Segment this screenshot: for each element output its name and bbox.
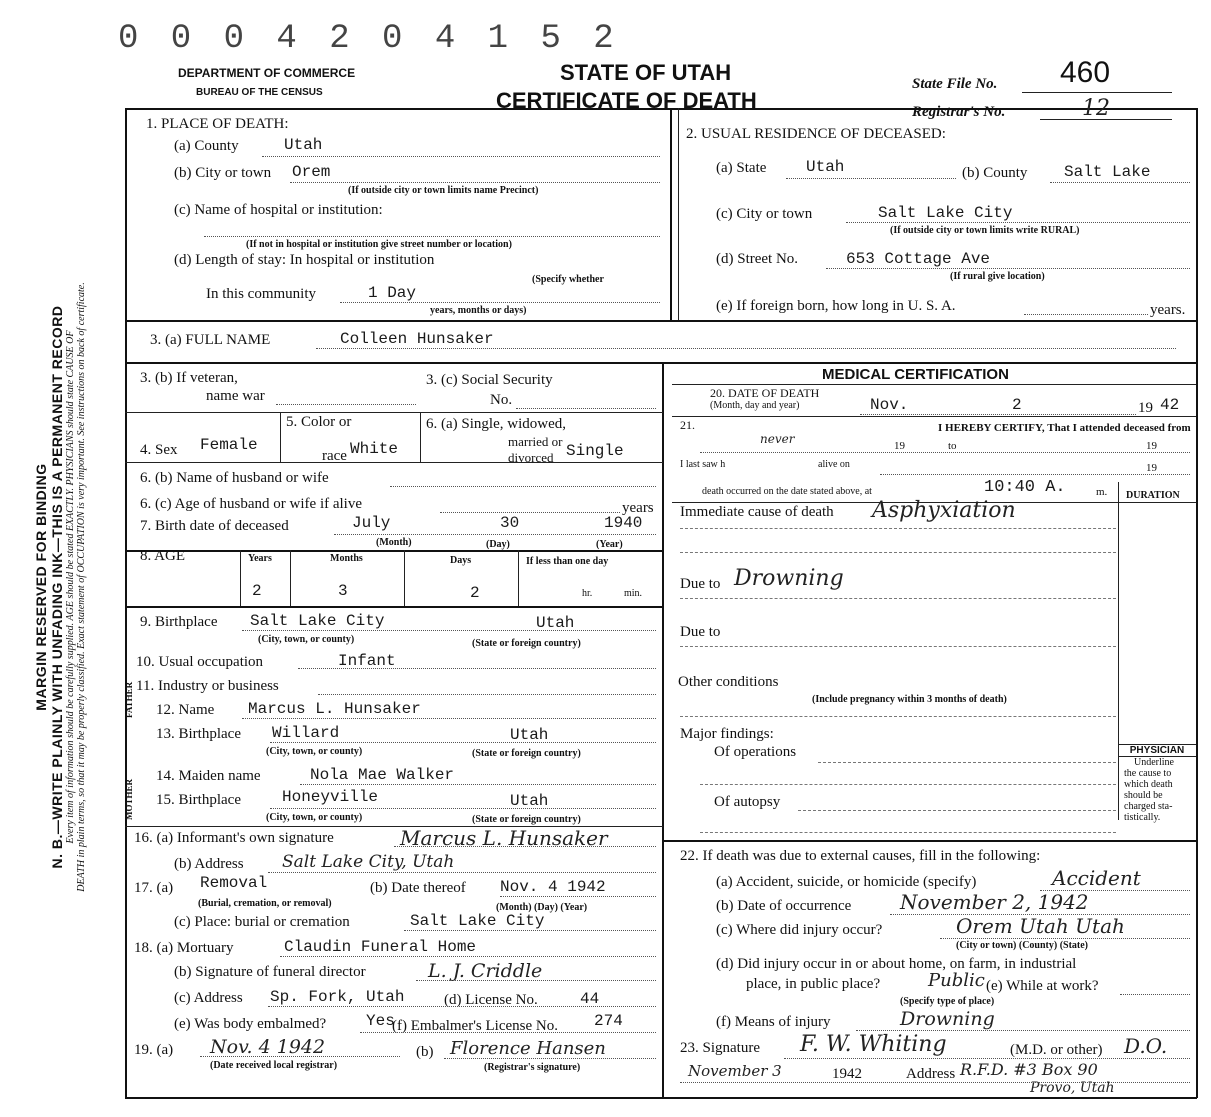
- age-days-value: 2: [470, 584, 480, 602]
- margin-binding: MARGIN RESERVED FOR BINDING: [33, 463, 49, 711]
- public-value: Public: [928, 970, 985, 991]
- form-bottom-border: [125, 1097, 1197, 1099]
- informant-sig-line: [394, 846, 656, 847]
- certify-19a: 19: [894, 440, 905, 452]
- accident-label: (a) Accident, suicide, or homicide (specify): [716, 874, 977, 890]
- father-birth-state-caption: (State or foreign country): [472, 748, 581, 759]
- father-birth-state: Utah: [510, 726, 549, 744]
- mother-name-line: [300, 784, 656, 785]
- operations-line-2: [700, 784, 1116, 785]
- place-city-value: Orem: [292, 163, 331, 181]
- father-name-line: [242, 718, 656, 719]
- sex-divider: [280, 412, 281, 462]
- place-community-label: In this community: [206, 286, 316, 302]
- physician-box-text: [1118, 757, 1196, 823]
- residence-city-value: Salt Lake City: [878, 204, 1013, 222]
- alive-on-text: alive on: [818, 459, 850, 470]
- dod-caption: (Month, day and year): [710, 400, 800, 411]
- place-hospital-line: [204, 236, 660, 237]
- industry-line: [318, 694, 656, 695]
- place-city-note: (If outside city or town limits name Precinct): [348, 185, 539, 196]
- place-county-label: (a) County: [174, 138, 239, 154]
- residence-street-line: [826, 268, 1190, 269]
- residence-county-line: [1050, 182, 1190, 183]
- time-m: m.: [1096, 486, 1108, 498]
- sig-date-line: [680, 1082, 1190, 1083]
- autopsy-line-2: [700, 832, 1116, 833]
- place-hospital-note: (If not in hospital or institution give street number or location): [246, 239, 512, 250]
- birthplace-state-caption: (State or foreign country): [472, 638, 581, 649]
- marital-label-3: divorced: [508, 450, 554, 465]
- mortuary-label: 18. (a) Mortuary: [134, 940, 234, 956]
- where-line: [940, 938, 1190, 939]
- sig-address-label: Address: [906, 1066, 956, 1082]
- birth-year: 1940: [604, 514, 643, 532]
- name-row-top: [125, 320, 1197, 322]
- spouse-age-suffix: years: [622, 500, 654, 516]
- place-city-label: (b) City or town: [174, 165, 272, 181]
- year-caption: (Year): [596, 539, 623, 550]
- age-days-caption: Days: [450, 555, 472, 566]
- atwork-line: [1120, 994, 1190, 995]
- sig-address-value: R.F.D. #3 Box 90: [960, 1060, 1098, 1079]
- residence-title: 2. USUAL RESIDENCE OF DECEASED:: [686, 126, 946, 142]
- marital-label-2: married or: [508, 434, 563, 449]
- immediate-label: Immediate cause of death: [680, 504, 834, 520]
- embalmed-line: [360, 1032, 656, 1033]
- autopsy-label: Of autopsy: [714, 794, 781, 810]
- license-label: (d) License No.: [444, 992, 538, 1008]
- veteran-line: [276, 404, 416, 405]
- signature-line: [784, 1058, 1190, 1059]
- place-county-value: Utah: [284, 136, 323, 154]
- veteran-label-2: name war: [206, 388, 265, 404]
- mortuary-address-value: Sp. Fork, Utah: [270, 988, 405, 1006]
- physician-box-line: tistically.: [1124, 812, 1161, 823]
- embalmed-value: Yes: [366, 1012, 395, 1030]
- occupation-label: 10. Usual occupation: [136, 654, 264, 670]
- birthplace-label: 9. Birthplace: [140, 614, 218, 630]
- physician-box-line: Underline: [1134, 757, 1174, 768]
- margin-instructions-2: DEATH in plain terms, so that it may be properly classified. Exact statement of OCCUPATION is very important. See instructions on back of certificate.: [76, 282, 87, 892]
- residence-street-value: 653 Cottage Ave: [846, 250, 991, 268]
- physician-box-line: the cause to: [1124, 768, 1172, 779]
- filed-caption: (Date received local registrar): [210, 1060, 338, 1071]
- occurrence-value: November 2, 1942: [900, 890, 1089, 914]
- row-sex-bottom: [125, 462, 663, 463]
- other-caption: (Include pregnancy within 3 months of death): [812, 694, 1007, 705]
- mortuary-line: [280, 956, 656, 957]
- place-city-line: [290, 182, 660, 183]
- director-line: [416, 980, 656, 981]
- race-divider: [420, 412, 421, 462]
- mother-side-label: MOTHER: [124, 778, 134, 820]
- father-birth-city-caption: (City, town, or county): [266, 746, 363, 757]
- informant-address-value: Salt Lake City, Utah: [282, 852, 455, 872]
- director-label: (b) Signature of funeral director: [174, 964, 366, 980]
- operations-label: Of operations: [714, 744, 797, 760]
- dueto1-value: Drowning: [734, 566, 844, 591]
- means-label: (f) Means of injury: [716, 1014, 831, 1030]
- residence-city-note: (If outside city or town limits write RURAL): [890, 225, 1080, 236]
- place-title: 1. PLACE OF DEATH:: [146, 116, 289, 132]
- residence-street-note: (If rural give location): [950, 271, 1045, 282]
- dod-day: 2: [1012, 396, 1022, 414]
- dod-year-prefix: 19: [1138, 400, 1153, 416]
- filed-line: [200, 1056, 400, 1057]
- age-div-1: [240, 550, 241, 606]
- father-name-label: 12. Name: [156, 702, 215, 718]
- physician-box-line: which death: [1124, 779, 1173, 790]
- md-label: (M.D. or other): [1010, 1042, 1103, 1058]
- residence-county-label: (b) County: [962, 165, 1028, 181]
- occupation-value: Infant: [338, 652, 396, 670]
- bureau: BUREAU OF THE CENSUS: [196, 87, 323, 98]
- age-div-4: [518, 550, 519, 606]
- mortuary-address-label: (c) Address: [174, 990, 243, 1006]
- registrar-sig-label: (b): [416, 1044, 434, 1060]
- burial-place-label: (c) Place: burial or cremation: [174, 914, 350, 930]
- birthdate-line: [334, 534, 656, 535]
- residence-state-value: Utah: [806, 158, 845, 176]
- immediate-value: Asphyxiation: [872, 498, 1016, 523]
- informant-address-line: [268, 872, 656, 873]
- where-label: (c) Where did injury occur?: [716, 922, 883, 938]
- fullname-label: 3. (a) FULL NAME: [150, 332, 271, 348]
- row-age-bottom: [125, 606, 663, 608]
- registrar-label: Registrar's No.: [912, 104, 1006, 120]
- certificate-title: CERTIFICATE OF DEATH: [496, 88, 757, 113]
- medical-bottom-rule: [662, 840, 1196, 842]
- dueto2-label: Due to: [680, 624, 721, 640]
- age-months-caption: Months: [330, 553, 363, 564]
- occupation-line: [298, 668, 656, 669]
- certify-num: 21.: [680, 418, 695, 432]
- dueto1-line: [680, 598, 1116, 599]
- place-hospital-label: (c) Name of hospital or institution:: [174, 202, 383, 218]
- marital-label: 6. (a) Single, widowed,: [426, 416, 566, 432]
- registrar-sig-line: [444, 1058, 656, 1059]
- certify-line-2: [880, 474, 1190, 475]
- main-divider: [662, 362, 664, 1098]
- md-value: D.O.: [1124, 1034, 1168, 1058]
- fullname-line: [316, 348, 1176, 349]
- removal-caption: (Burial, cremation, or removal): [198, 898, 332, 909]
- form-left-border: [125, 108, 127, 1098]
- place-county-line: [262, 156, 660, 157]
- ss-line: [516, 408, 656, 409]
- birth-month: July: [352, 514, 391, 532]
- removal-date-label: (b) Date thereof: [370, 880, 466, 896]
- physician-box-title: PHYSICIAN: [1118, 745, 1196, 757]
- birthplace-line: [242, 630, 656, 631]
- dod-row-bottom: [672, 416, 1196, 417]
- mother-birth-line: [270, 808, 656, 809]
- row-birthdate-bottom: [125, 550, 663, 552]
- certify-to: to: [948, 440, 957, 452]
- other-line: [680, 716, 1116, 717]
- place-community-value: 1 Day: [368, 284, 417, 302]
- immediate-line-1: [680, 528, 1116, 529]
- race-value: White: [350, 440, 399, 458]
- certify-value: never: [760, 432, 795, 446]
- time-value: 10:40 A.: [984, 478, 1066, 497]
- burial-place-line: [404, 930, 656, 931]
- age-min-caption: min.: [624, 588, 643, 599]
- name-row-bottom: [125, 362, 1197, 364]
- burial-place-value: Salt Lake City: [410, 912, 545, 930]
- medical-title-underline: [672, 384, 1196, 385]
- means-line: [856, 1030, 1190, 1031]
- residence-city-line: [846, 222, 1190, 223]
- sex-label: 4. Sex: [140, 442, 178, 458]
- ss-label: 3. (c) Social Security: [426, 372, 553, 388]
- signature-label: 23. Signature: [680, 1040, 760, 1056]
- dueto2-line: [680, 646, 1116, 647]
- informant-sig-value: Marcus L. Hunsaker: [400, 826, 608, 850]
- mother-name-label: 14. Maiden name: [156, 768, 261, 784]
- industry-label: 11. Industry or business: [136, 678, 279, 694]
- state-file-label: State File No.: [912, 76, 998, 92]
- atwork-label: (e) While at work?: [986, 978, 1099, 994]
- dod-label: 20. DATE OF DEATH: [710, 386, 820, 400]
- certify-text: I HEREBY CERTIFY, That I attended deceased from: [938, 422, 1191, 434]
- age-div-2: [290, 550, 291, 606]
- autopsy-line-1: [798, 810, 1116, 811]
- sex-value: Female: [200, 436, 258, 454]
- father-side-label: FATHER: [124, 681, 134, 718]
- serial-number: 0 0 0 4 2 0 4 1 5 2: [118, 20, 620, 58]
- occurred-text: death occurred on the date stated above, at: [702, 486, 872, 497]
- race-label: race: [322, 448, 347, 464]
- place-stay-label: (d) Length of stay: In hospital or institution: [174, 252, 435, 268]
- immediate-line-2: [680, 552, 1116, 553]
- place-community-line: [340, 302, 660, 303]
- state-file-line: [1022, 92, 1172, 93]
- mother-birth-city-caption: (City, town, or county): [266, 812, 363, 823]
- dod-month: Nov.: [870, 396, 909, 414]
- margin-permanent: N. B.—WRITE PLAINLY WITH UNFADING INK—THIS IS A PERMANENT RECORD: [49, 305, 65, 869]
- father-birth-line: [270, 742, 656, 743]
- father-birth-city: Willard: [272, 724, 340, 742]
- removal-label: 17. (a): [134, 880, 174, 896]
- mother-birth-label: 15. Birthplace: [156, 792, 241, 808]
- residence-state-line: [786, 178, 956, 179]
- physician-box: [1118, 744, 1196, 841]
- embalmer-value: 274: [594, 1012, 623, 1030]
- certify-line-1: [700, 452, 1190, 453]
- operations-line-1: [818, 762, 1116, 763]
- dod-year: 42: [1160, 396, 1180, 414]
- means-value: Drowning: [900, 1008, 995, 1030]
- accident-value: Accident: [1052, 866, 1141, 890]
- birthplace-city-caption: (City, town, or county): [258, 634, 355, 645]
- medical-title: MEDICAL CERTIFICATION: [822, 366, 1009, 383]
- residence-state-label: (a) State: [716, 160, 767, 176]
- registrar-sig-value: Florence Hansen: [450, 1038, 606, 1059]
- father-name-value: Marcus L. Hunsaker: [248, 700, 421, 718]
- dod-line: [860, 414, 1136, 415]
- lastsaw-text: I last saw h: [680, 459, 726, 470]
- fullname-value: Colleen Hunsaker: [340, 330, 494, 348]
- spouse-line: [390, 486, 656, 487]
- mother-birth-state: Utah: [510, 792, 549, 810]
- license-value: 44: [580, 990, 600, 1008]
- age-label: 8. AGE: [140, 548, 185, 564]
- residence-county-value: Salt Lake: [1064, 163, 1151, 181]
- where-value: Orem Utah Utah: [956, 914, 1125, 938]
- birthplace-state: Utah: [536, 614, 575, 632]
- spouse-age-label: 6. (c) Age of husband or wife if alive: [140, 496, 363, 512]
- removal-date-line: [500, 896, 656, 897]
- age-months-value: 3: [338, 582, 348, 600]
- place-community-note: years, months or days): [430, 305, 527, 316]
- age-years-value: 2: [252, 582, 262, 600]
- state-file-value: 460: [1060, 56, 1111, 89]
- public-label: place, in public place?: [746, 976, 881, 992]
- removal-date-value: Nov. 4 1942: [500, 878, 606, 896]
- informant-sig-label: 16. (a) Informant's own signature: [134, 830, 334, 846]
- sig-address-value-2: Provo, Utah: [1030, 1080, 1115, 1096]
- age-lessday-caption: If less than one day: [526, 556, 609, 567]
- veteran-label: 3. (b) If veteran,: [140, 370, 238, 386]
- occurrence-label: (b) Date of occurrence: [716, 898, 852, 914]
- findings-label: Major findings:: [680, 726, 774, 742]
- residence-foreign-line: [1024, 314, 1148, 315]
- physician-box-line: should be: [1124, 790, 1163, 801]
- home-label: (d) Did injury occur in or about home, on farm, in industrial: [716, 956, 1077, 972]
- margin-notes: [33, 57, 87, 1117]
- residence-foreign-suffix: years.: [1150, 302, 1186, 318]
- residence-foreign-label: (e) If foreign born, how long in U. S. A.: [716, 298, 956, 314]
- form-right-border: [1196, 108, 1198, 1098]
- day-caption: (Day): [486, 539, 510, 550]
- mother-birth-state-caption: (State or foreign country): [472, 814, 581, 825]
- spouse-age-line: [440, 512, 620, 513]
- filed-label: 19. (a): [134, 1042, 174, 1058]
- certify-19b: 19: [1146, 440, 1157, 452]
- removal-value: Removal: [200, 874, 268, 892]
- place-stay-note: (Specify whether: [532, 274, 604, 285]
- dueto1-label: Due to: [680, 576, 721, 592]
- margin-instructions-1: Every item of information should be carefully supplied. AGE should be stated EXACTLY. PHYSICIANS should state CAUSE OF: [65, 330, 76, 844]
- age-hr-caption: hr.: [582, 588, 593, 599]
- month-caption: (Month): [376, 537, 412, 548]
- mother-birth-city: Honeyville: [282, 788, 379, 806]
- birthdate-label: 7. Birth date of deceased: [140, 518, 289, 534]
- mortuary-value: Claudin Funeral Home: [284, 938, 477, 956]
- registrar-sig-caption: (Registrar's signature): [484, 1062, 581, 1073]
- removal-date-caption: (Month) (Day) (Year): [496, 902, 588, 913]
- residence-street-label: (d) Street No.: [716, 251, 799, 267]
- mortuary-address-line: [268, 1006, 656, 1007]
- age-years-caption: Years: [248, 553, 272, 564]
- other-label: Other conditions: [678, 674, 779, 690]
- spouse-label: 6. (b) Name of husband or wife: [140, 470, 329, 486]
- director-value: L. J. Criddle: [428, 960, 543, 982]
- age-div-3: [404, 550, 405, 606]
- external-label: 22. If death was due to external causes, fill in the following:: [680, 848, 1041, 864]
- birth-day: 30: [500, 514, 520, 532]
- sig-date-value: November 3: [688, 1062, 782, 1080]
- mother-name-value: Nola Mae Walker: [310, 766, 455, 784]
- physician-box-line: charged sta-: [1124, 801, 1173, 812]
- ss-label-2: No.: [490, 392, 513, 408]
- residence-city-label: (c) City or town: [716, 206, 813, 222]
- signature-value: F. W. Whiting: [800, 1032, 947, 1057]
- specify-caption: (Specify type of place): [900, 996, 995, 1007]
- top-divider: [670, 108, 672, 320]
- filed-value: Nov. 4 1942: [210, 1036, 326, 1058]
- row-veteran-bottom: [125, 412, 663, 413]
- birthplace-city: Salt Lake City: [250, 612, 385, 630]
- marital-value: Single: [566, 442, 624, 460]
- where-caption: (City or town) (County) (State): [956, 940, 1089, 951]
- state-title: STATE OF UTAH: [560, 60, 732, 85]
- color-label: 5. Color or: [286, 414, 352, 430]
- lastsaw-19: 19: [1146, 462, 1157, 474]
- informant-address-label: (b) Address: [174, 856, 244, 872]
- embalmer-label: (f) Embalmer's License No.: [392, 1018, 558, 1034]
- sig-year-value: 1942: [832, 1066, 862, 1082]
- father-birth-label: 13. Birthplace: [156, 726, 241, 742]
- department: DEPARTMENT OF COMMERCE: [178, 66, 356, 80]
- embalmed-label: (e) Was body embalmed?: [174, 1016, 327, 1032]
- registrar-line: [1040, 119, 1172, 120]
- registrar-value: 12: [1082, 96, 1110, 121]
- top-divider-2: [678, 108, 679, 320]
- duration-label: DURATION: [1126, 490, 1180, 501]
